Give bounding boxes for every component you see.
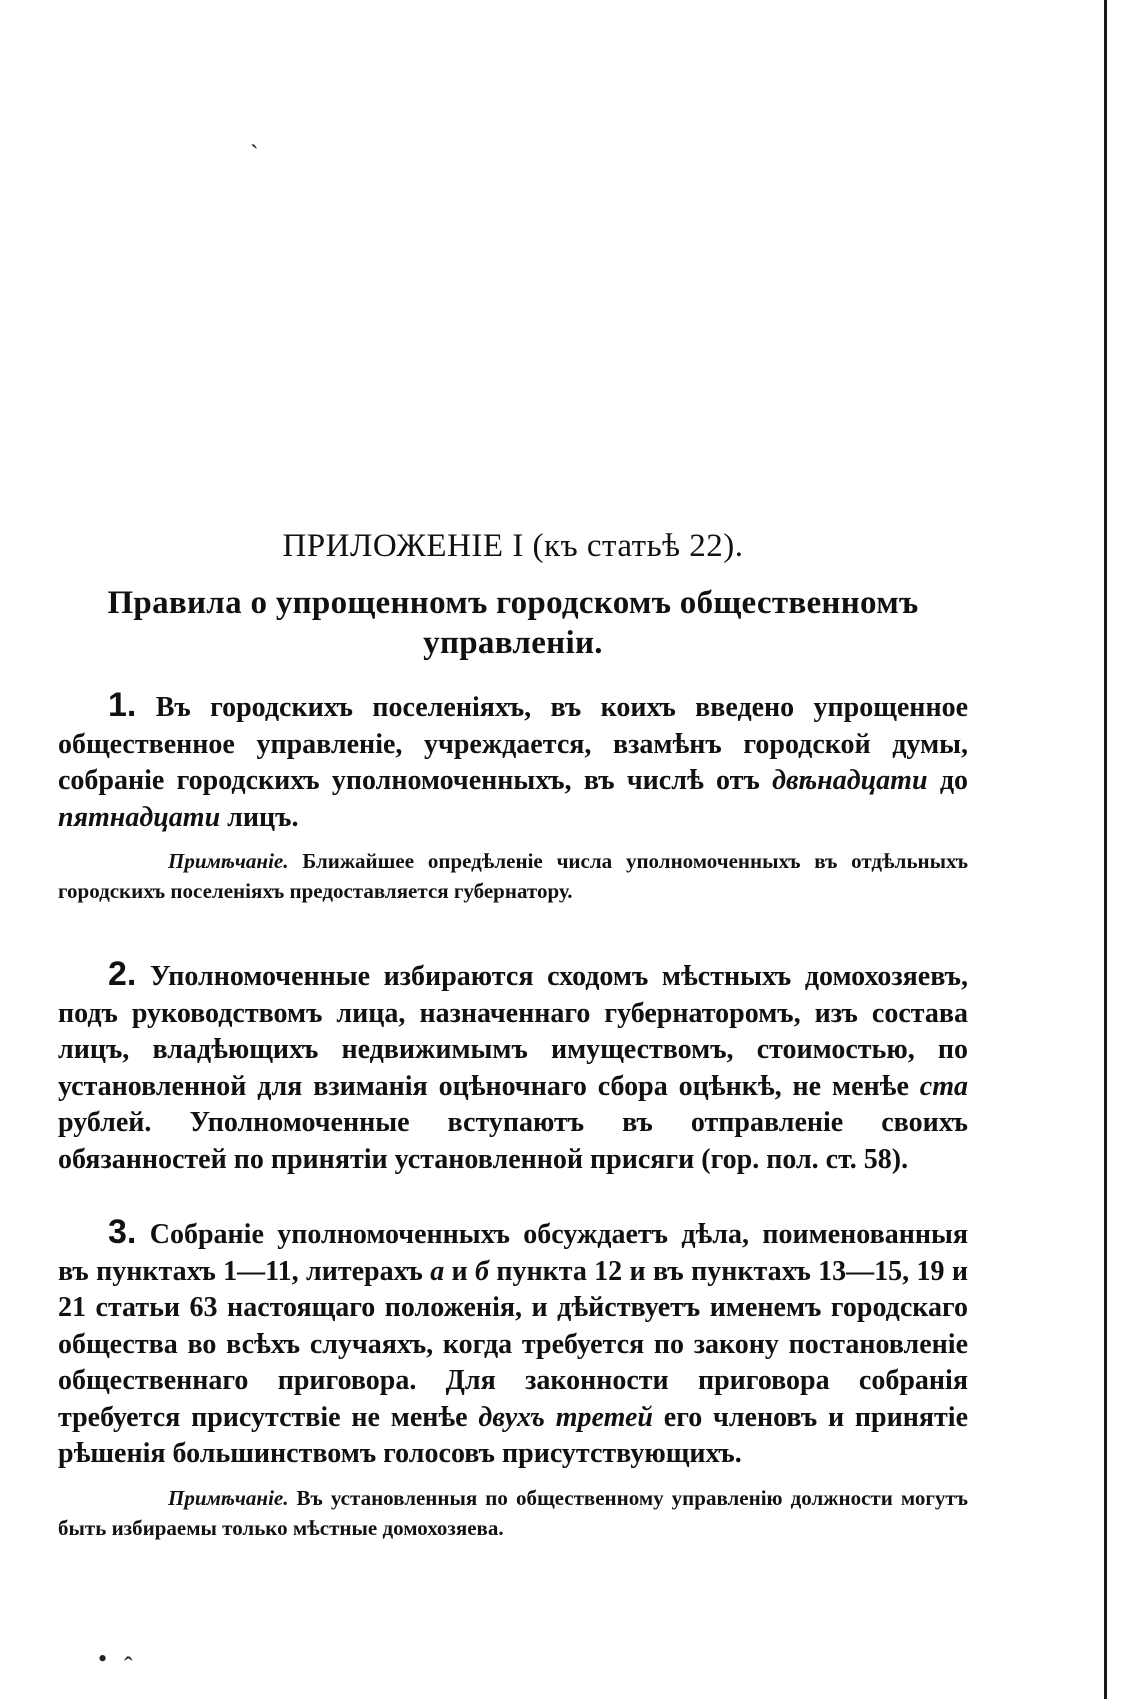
document-body bbox=[58, 528, 968, 1565]
section-number: 2. bbox=[108, 955, 137, 993]
appendix-header: ПРИЛОЖЕНІЕ I (къ статьѣ 22). bbox=[282, 528, 744, 564]
note-label: Примѣчаніе. bbox=[168, 849, 289, 873]
note-2: Примѣчаніе. Въ установленныя по общественному управленію должности могутъ быть избираемы только мѣстные домохозяева. bbox=[58, 1485, 968, 1540]
stray-mark: ˆ bbox=[124, 1652, 133, 1681]
note-1: Примѣчаніе. Ближайшее опредѣленіе числа уполномоченныхъ въ отдѣльныхъ городскихъ поселеніяхъ предоставляется губернатору. bbox=[58, 849, 968, 903]
section-1: 1. Въ городскихъ поселеніяхъ, въ коихъ введено упрощенное общественное управленіе, учреждается, взамѣнъ городской думы, собраніе городскихъ уполномоченныхъ, въ числѣ отъ двѣнадцати до пятнадцати лицъ. bbox=[58, 686, 968, 833]
section-2: 2. Уполномоченные избираются сходомъ мѣстныхъ домохозяевъ, подъ руководствомъ лица, назначеннаго губернаторомъ, изъ состава лицъ, владѣющихъ недвижимымъ имуществомъ, стоимостью, по установленной для взиманія оцѣночнаго сбора оцѣнкѣ, не менѣе ста рублей. Уполномоченные вступаютъ въ отправленіе своихъ обязанностей по принятіи установленной присяги (гор. пол. ст. 58). bbox=[58, 955, 968, 1175]
document-title: Правила о упрощенномъ городскомъ общественномъ управленіи. bbox=[107, 585, 919, 661]
section-number: 3. bbox=[108, 1213, 137, 1251]
section-number: 1. bbox=[108, 686, 137, 724]
page-edge-line bbox=[1104, 0, 1107, 1699]
section-3: 3. Собраніе уполномоченныхъ обсуждаетъ дѣла, поименованныя въ пунктахъ 1—11, литерахъ а и б пункта 12 и въ пунктахъ 13—15, 19 и 21 статьи 63 настоящаго положенія, и дѣйствуетъ именемъ городскаго общества во всѣхъ случаяхъ, когда требуется по закону постановленіе общественнаго приговора. Для законности приговора собранія требуется присутствіе не менѣе двухъ третей его членовъ и принятіе рѣшенія большинствомъ голосовъ присутствующихъ. bbox=[58, 1213, 969, 1469]
stray-mark: ` bbox=[250, 140, 259, 169]
note-label: Примѣчаніе. bbox=[168, 1485, 289, 1510]
stray-mark: • bbox=[98, 1644, 108, 1673]
